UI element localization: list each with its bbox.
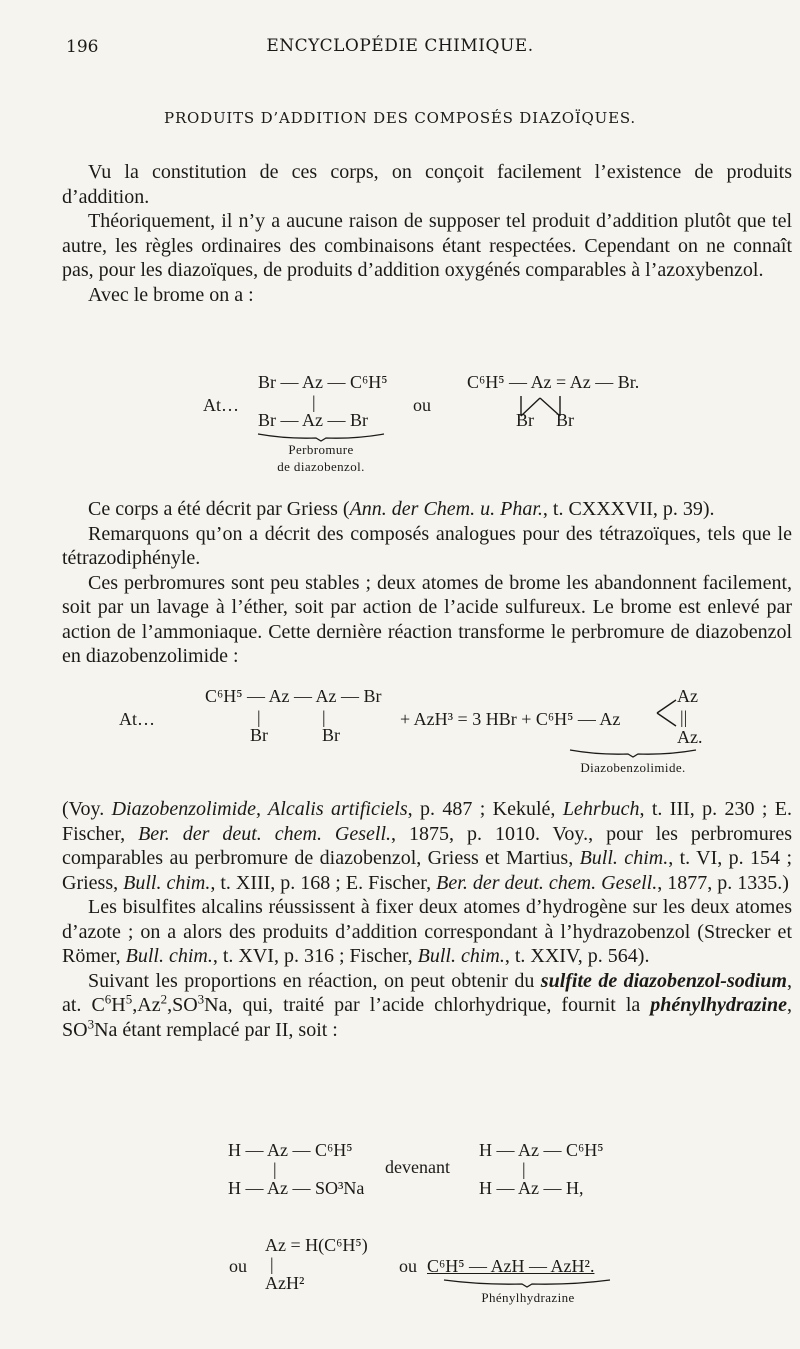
paragraph-tetrazo: Remarquons qu’on a décrit des composés analogues pour des tétrazoïques, tels que le tétrazodiphényle.: [62, 522, 792, 569]
formula-az: Az: [677, 686, 698, 706]
text-block-references: [62, 797, 792, 1042]
formula-caption: Diazobenzolimide.: [580, 760, 686, 775]
bond-line: |: [322, 707, 326, 727]
bond-line: |: [257, 707, 261, 727]
formula-ou: ou: [229, 1256, 247, 1276]
formula-az: Az.: [677, 727, 703, 747]
formula-equation: + AzH³ = 3 HBr + C⁶H⁵ — Az: [400, 709, 621, 729]
formula-line: Br — Az — Br: [258, 410, 368, 430]
formula-caption: Perbromure: [288, 442, 354, 457]
formula-br: Br: [322, 725, 340, 745]
bond-line: |: [522, 1159, 526, 1179]
text-block-intro: [62, 160, 792, 307]
text-block-griess: [62, 497, 792, 669]
bond-line: |: [273, 1159, 277, 1179]
formula-devenant: devenant: [385, 1157, 450, 1177]
page-number: 196: [66, 37, 99, 57]
formula-br: Br: [556, 410, 574, 430]
formula-line: H — Az — C⁶H⁵: [228, 1140, 353, 1160]
formula-ou: ou: [413, 395, 431, 415]
formula-br: Br: [250, 725, 268, 745]
paragraph-perbromures: Ces perbromures sont peu stables ; deux atomes de brome les abandonnent facilement, soit par un lavage à l’éther, soit par action de l’acide sulfureux. Le brome est enlevé par action de l’ammoniaque. Cette dernière réaction transforme le perbromure de diazobenzol en diazobenzolimide :: [62, 571, 792, 667]
formula-line: Br — Az — C⁶H⁵: [258, 372, 388, 392]
paragraph-brome: Avec le brome on a :: [88, 283, 254, 306]
running-title: ENCYCLOPÉDIE CHIMIQUE.: [266, 36, 534, 56]
formula-line: C⁶H⁵ — AzH — AzH².: [427, 1256, 595, 1276]
paragraph-sulfite: Suivant les proportions en réaction, on peut obtenir du sulfite de diazobenzol-sodium, at. $C^6H^5,Az^2,SO^3Na$, qui, traité par l’acide chlorhydrique, fournit la phénylhydrazine, $SO^3Na$ étant remplacé par II, soit :: [62, 969, 792, 1041]
formula-brace: [568, 748, 698, 758]
bond-line: |: [270, 1254, 274, 1274]
formula-brace: [256, 432, 386, 442]
formula-line: H — Az — C⁶H⁵: [479, 1140, 604, 1160]
formula-caption: de diazobenzol.: [277, 459, 365, 474]
paragraph-constitution: Vu la constitution de ces corps, on conçoit facilement l’existence de produits d’addition.: [62, 161, 792, 208]
formula-caption: Phénylhydrazine: [481, 1290, 575, 1305]
formula-line: H — Az — SO³Na: [228, 1178, 365, 1198]
formula-line: Az = H(C⁶H⁵): [265, 1235, 368, 1255]
formula-line: C⁶H⁵ — Az — Az — Br: [205, 686, 382, 706]
paragraph-bisulfites: Les bisulfites alcalins réussissent à fixer deux atomes d’hydrogène sur les deux atomes d’azote ; on a alors des produits d’addition correspondant à l’hydrazobenzol (Strecker et Römer, Bull. chim., t. XVI, p. 316 ; Fischer, Bull. chim., t. XXIV, p. 564).: [62, 896, 792, 967]
formula-line: C⁶H⁵ — Az = Az — Br.: [467, 372, 640, 392]
formula-line: H — Az — H,: [479, 1178, 584, 1198]
paragraph-voy: (Voy. Diazobenzolimide, Alcalis artificiels, p. 487 ; Kekulé, Lehrbuch, t. III, p. 230 ; E. Fischer, Ber. der deut. chem. Gesell., 1875, p. 1010. Voy., pour les perbromures comparables au perbromure de diazobenzol, Griess et Martius, Bull. chim., t. VI, p. 154 ; Griess, Bull. chim., t. XIII, p. 168 ; E. Fischer, Ber. der deut. chem. Gesell., 1877, p. 1335.): [62, 798, 793, 894]
bond-double: ||: [680, 707, 688, 727]
section-title: PRODUITS D’ADDITION DES COMPOSÉS DIAZOÏQUES.: [164, 109, 636, 127]
formula-brace: [442, 1278, 612, 1288]
formula-at-label: At…: [119, 709, 155, 729]
formula-br: Br: [516, 410, 534, 430]
formula-at-label: At…: [203, 395, 239, 415]
paragraph-griess: Ce corps a été décrit par Griess (Ann. der Chem. u. Phar., t. CXXXVII, p. 39).: [88, 498, 715, 520]
paragraph-theorie: Théoriquement, il n’y a aucune raison de supposer tel produit d’addition plutôt que tel autre, les règles ordinaires des combinaisons étant respectées. Cependant on ne connaît pas, pour les diazoïques, de produits d’addition oxygénés comparables à l’azoxybenzol.: [62, 210, 792, 281]
formula-ou: ou: [399, 1256, 417, 1276]
formula-line: AzH²: [265, 1273, 305, 1293]
bond-line: |: [312, 392, 316, 412]
